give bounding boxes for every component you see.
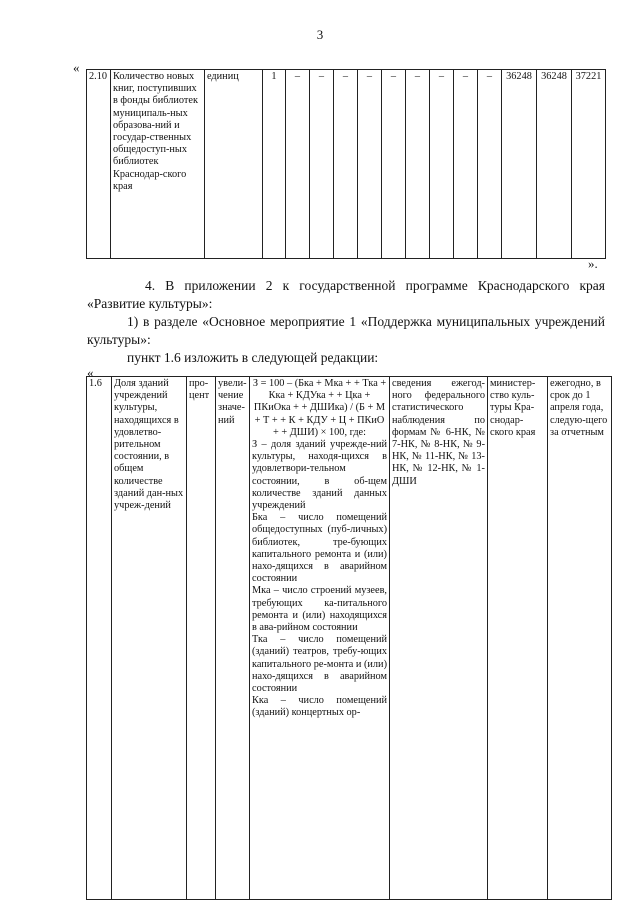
value-dash: – (286, 70, 310, 259)
value-1: 1 (263, 70, 286, 259)
value-number: 36248 (537, 70, 572, 259)
value-number: 36248 (502, 70, 537, 259)
open-quote-2: « (87, 365, 94, 380)
data-source: сведения ежегод-ного федерального статистического наблюдения по формам № 6-НК, № 7-НК, № 8-НК, № 9-НК, № 11-НК, № 13-НК, № 12-НК, № 1-ДШИ (390, 377, 488, 900)
paragraph-section: 1) в разделе «Основное мероприятие 1 «Поддержка муниципальных учреждений культуры»: (87, 314, 605, 347)
value-dash: – (358, 70, 382, 259)
value-number: 37221 (572, 70, 606, 259)
value-dash: – (478, 70, 502, 259)
unit: единиц (205, 70, 263, 259)
paragraph-4: 4. В приложении 2 к государственной программе Краснодарского края «Развитие культуры»: (87, 278, 605, 311)
definition: З – доля зданий учрежде-ний культуры, находя-щихся в удовлетвори-тельном состоянии, в об-щем количестве зданий данных учреждений (252, 439, 387, 512)
value-dash: – (430, 70, 454, 259)
value-dash: – (382, 70, 406, 259)
definition: Бка – число помещений общедоступных (пуб-личных) библиотек, тре-бующих капитального ремонта и (или) нахо-дящихся в аварийном состоянии (252, 512, 387, 585)
table-2 (86, 376, 612, 900)
page-number: 3 (316, 27, 324, 42)
definition: Тка – число помещений (зданий) театров, требу-ющих капитального ре-монта и (или) нахо-дящихся в аварийном состоянии (252, 634, 387, 695)
open-quote-1: « (73, 60, 80, 75)
row-number: 2.10 (87, 70, 111, 259)
value-dash: – (454, 70, 478, 259)
indicator-name: Доля зданий учреждений культуры, находящихся в удовлетво-рительном состоянии, в общем количестве зданий дан-ных учреж-дений (112, 377, 187, 900)
value-dash: – (406, 70, 430, 259)
table-row (87, 70, 606, 259)
direction: увели-чение значе-ний (216, 377, 250, 900)
row-number: 1.6 (87, 377, 112, 900)
value-dash: – (334, 70, 358, 259)
indicator-name: Количество новых книг, поступивших в фонды библиотек муниципаль-ных образова-ний и государ-ственных общедоступ-ных библиотек Краснодар-ского края (111, 70, 205, 259)
definition: Кка – число помещений (зданий) концертных ор- (252, 695, 387, 719)
definition: Мка – число строений музеев, требующих ка-питального ремонта и (или) находящихся в ава-рийном состоянии (252, 585, 387, 634)
responsible: министер-ство куль-туры Кра-снодар-ского края (488, 377, 548, 900)
period: ежегодно, в срок до 1 апреля года, следую-щего за отчетным (548, 377, 612, 900)
formula: З = 100 – (Бка + Мка + + Тка + Кка + КДУка + + Цка + ПКиОка + + ДШИка) / (Б + М + Т + + К + КДУ + Ц + ПКиО + + ДШИ) × 100, где: (252, 378, 387, 438)
unit: про-цент (187, 377, 216, 900)
table-row (87, 377, 612, 900)
value-dash: – (310, 70, 334, 259)
formula-cell (250, 377, 390, 900)
paragraph-item: пункт 1.6 изложить в следующей редакции: (127, 350, 379, 365)
table-1 (86, 69, 606, 259)
close-quote-1: ». (588, 256, 598, 271)
